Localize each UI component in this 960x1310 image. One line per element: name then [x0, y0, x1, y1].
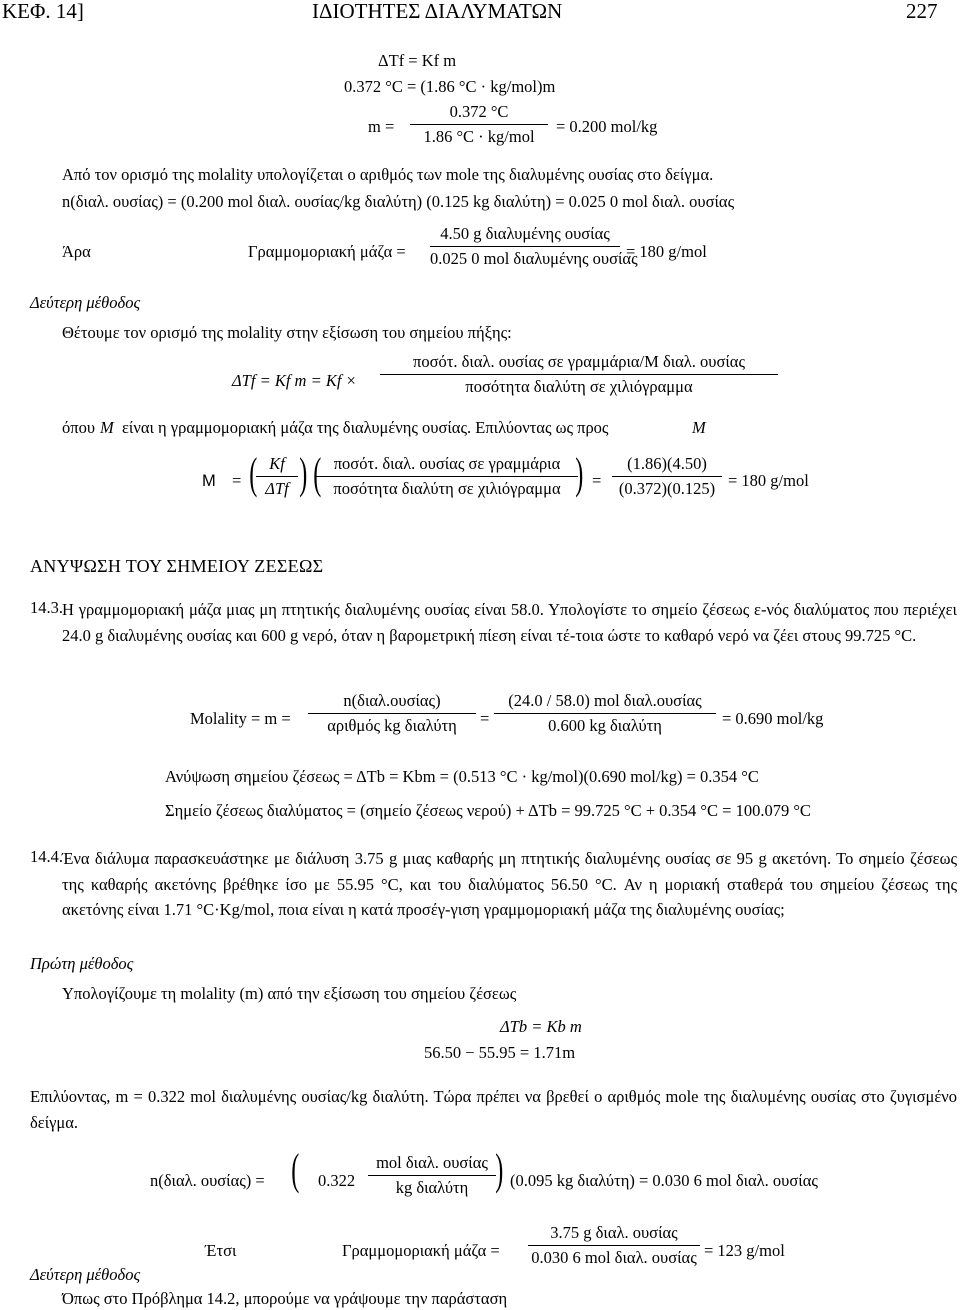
equation-bp-values: 56.50 − 55.95 = 1.71m — [424, 1043, 576, 1062]
text-where: όπου — [62, 418, 95, 437]
equation-m-lhs: m = — [368, 117, 395, 136]
fraction-denominator: ποσότητα διαλύτη σε χιλιόγραμμα — [465, 376, 693, 396]
fraction-numerator: (24.0 / 58.0) mol διαλ.ουσίας — [508, 691, 702, 710]
text-molality-intro: Από τον ορισμό της molality υπολογίζεται ο αριθμός των mole της διαλυμένης ουσίας στο δείγμα. — [62, 165, 714, 184]
bp-solution: Σημείο ζέσεως διαλύματος = (σημείο ζέσεως νερού) + ΔTb = 99.725 °C + 0.354 °C = 100.079 °C — [165, 801, 811, 820]
problem-number-2: 14.4. — [30, 847, 63, 866]
fraction-molality — [308, 691, 476, 736]
equation-bp: ΔTb = Kb m — [500, 1017, 582, 1036]
fraction-values — [612, 454, 722, 499]
symbol-script-m-2: M — [692, 418, 706, 437]
equals-sign: = — [480, 709, 490, 728]
fraction-k-over-dt — [256, 454, 298, 499]
paren-close: ) — [495, 1145, 504, 1194]
section-first-method: Πρώτη μέθοδος — [30, 954, 134, 973]
text-molality-calc: Υπολογίζουμε τη molality (m) από την εξίσωση του σημείου ζέσεως — [62, 984, 517, 1003]
equals-sign: = — [592, 471, 602, 490]
symbol-M: M — [202, 472, 216, 490]
moles-result: (0.095 kg διαλύτη) = 0.030 6 mol διαλ. ουσίας — [510, 1171, 818, 1190]
fraction-denominator: (0.372)(0.125) — [618, 478, 716, 498]
equals-sign: = — [232, 471, 242, 490]
equation-freezing-point: ΔTf = Kf m — [378, 51, 457, 70]
chapter-label: ΚΕΦ. 14] — [2, 0, 84, 23]
problem-number: 14.3. — [30, 598, 63, 617]
problem-text-2: Ένα διάλυμα παρασκευάστηκε με διάλυση 3.75 g μιας καθαρής μη πτητικής διαλυμένης ουσίας σε 95 g ακετόνη. Το σημείο ζέσεως της καθαρής ακετόνης βρέθηκε ίσο με 55.95 °C, και του διαλύματος 56.50 °C. Αν η μοριακή σταθερά του σημείου ζέσεως της ακετόνης είναι 1.71 °C·Kg/mol, ποια είναι η κατά προσέγ-γιση γραμμομοριακή μάζα της διαλυμένης ουσίας; — [62, 849, 957, 920]
fraction-denominator: kg διαλύτη — [395, 1177, 469, 1197]
text-substitute: Θέτουμε τον ορισμό της molality στην εξίσωση του σημείου πήξης: — [62, 323, 512, 342]
fraction-moles — [368, 1153, 496, 1198]
molality-lhs: Molality = m = — [190, 709, 291, 728]
molar-mass-lhs-2: Γραμμομοριακή μάζα = — [342, 1241, 500, 1260]
fraction-denominator: 0.030 6 mol διαλ. ουσίας — [531, 1247, 697, 1267]
paren-open: ( — [291, 1145, 300, 1194]
text-solving: Επιλύοντας, m = 0.322 mol διαλυμένης ουσίας/kg διαλύτη. Τώρα πρέπει να βρεθεί ο αριθμός mole της διαλυμένης ουσίας στο ζυγισμένο δείγμα. — [30, 1087, 957, 1132]
symbol-script-m: M — [100, 418, 114, 437]
fraction-numerator: 4.50 g διαλυμένης ουσίας — [440, 224, 610, 243]
chapter-title: ΙΔΙΟΤΗΤΕΣ ΔΙΑΛΥΜΑΤΩΝ — [312, 0, 563, 23]
fraction-quantities — [316, 454, 578, 499]
equation-m-result: = 0.200 mol/kg — [556, 117, 658, 136]
molar-mass-result-2: = 123 g/mol — [704, 1241, 785, 1260]
fraction-denominator: 1.86 °C · kg/mol — [423, 126, 535, 146]
fraction-numerator: mol διαλ. ουσίας — [376, 1153, 488, 1172]
fraction-numerator: ποσότ. διαλ. ουσίας σε γραμμάρια/M διαλ. ουσίας — [413, 352, 745, 371]
paren-open: ( — [249, 449, 258, 498]
molar-mass-result: = 180 g/mol — [626, 242, 707, 261]
page-number: 227 — [906, 0, 938, 23]
section-second-method-2: Δεύτερη μέθοδος — [30, 1265, 141, 1284]
fraction-molar-mass — [430, 224, 638, 269]
paren-close: ) — [575, 449, 584, 498]
fraction-denominator: 0.600 kg διαλύτη — [548, 715, 662, 735]
bp-elevation: Ανύψωση σημείου ζέσεως = ΔTb = Kbm = (0.513 °C · kg/mol)(0.690 mol/kg) = 0.354 °C — [165, 767, 759, 786]
label-ara: Άρα — [62, 242, 91, 261]
fraction-numerator: 0.372 °C — [449, 102, 509, 121]
fraction-denominator: ποσότητα διαλύτη σε χιλιόγραμμα — [333, 478, 561, 498]
fraction-numerator: 3.75 g διαλ. ουσίας — [550, 1223, 678, 1242]
text-where-rest: είναι η γραμμομοριακή μάζα της διαλυμένης ουσίας. Επιλύοντας ως προς — [122, 418, 609, 437]
moles-coefficient: 0.322 — [318, 1171, 356, 1190]
moles-lhs: n(διαλ. ουσίας) = — [150, 1171, 265, 1190]
eq3-result: = 180 g/mol — [728, 471, 809, 490]
section-second-method: Δεύτερη μέθοδος — [30, 293, 141, 312]
fraction-denominator: ΔTf — [265, 478, 289, 498]
fraction-m — [410, 102, 548, 147]
paren-open: ( — [313, 449, 322, 498]
fraction-molar-mass-2 — [528, 1223, 700, 1268]
fraction-numerator: ποσότ. διαλ. ουσίας σε γραμμάρια — [333, 454, 561, 473]
fraction-kf — [380, 352, 778, 397]
equation-freezing-values: 0.372 °C = (1.86 °C · kg/mol)m — [344, 77, 556, 96]
fraction-molality-values — [494, 691, 716, 736]
section-heading: ΑΝΥΨΩΣΗ ΤΟΥ ΣΗΜΕΙΟΥ ΖΕΣΕΩΣ — [30, 556, 324, 576]
label-etsi: Έτσι — [205, 1241, 237, 1260]
fraction-denominator: αριθμός kg διαλύτη — [327, 715, 457, 735]
molality-result: = 0.690 mol/kg — [722, 709, 824, 728]
fraction-numerator: (1.86)(4.50) — [627, 454, 707, 473]
fraction-numerator: Kf — [269, 454, 285, 473]
text-as-in-problem: Όπως στο Πρόβλημα 14.2, μπορούμε να γράψουμε την παράσταση — [62, 1289, 508, 1308]
paren-close: ) — [299, 449, 308, 498]
problem-text: Η γραμμομοριακή μάζα μιας μη πτητικής διαλυμένης ουσίας είναι 58.0. Υπολογίστε το σημείο ζέσεως ε-νός διαλύματος που περιέχει 24.0 g διαλυμένης ουσίας και 600 g νερό, όταν η βαρομετρική πίεση είναι τέ-τοια ώστε το καθαρό νερό να ζέει στους 99.725 °C. — [62, 600, 957, 645]
fraction-numerator: n(διαλ.ουσίας) — [343, 691, 441, 710]
text-moles-calc: n(διαλ. ουσίας) = (0.200 mol διαλ. ουσίας/kg διαλύτη) (0.125 kg διαλύτη) = 0.025 0 mol διαλ. ουσίας — [62, 192, 735, 211]
fraction-denominator: 0.025 0 mol διαλυμένης ουσίας — [430, 248, 638, 268]
equation-kf-lhs: ΔTf = Kf m = Kf × — [232, 371, 357, 390]
molar-mass-lhs: Γραμμομοριακή μάζα = — [248, 242, 406, 261]
